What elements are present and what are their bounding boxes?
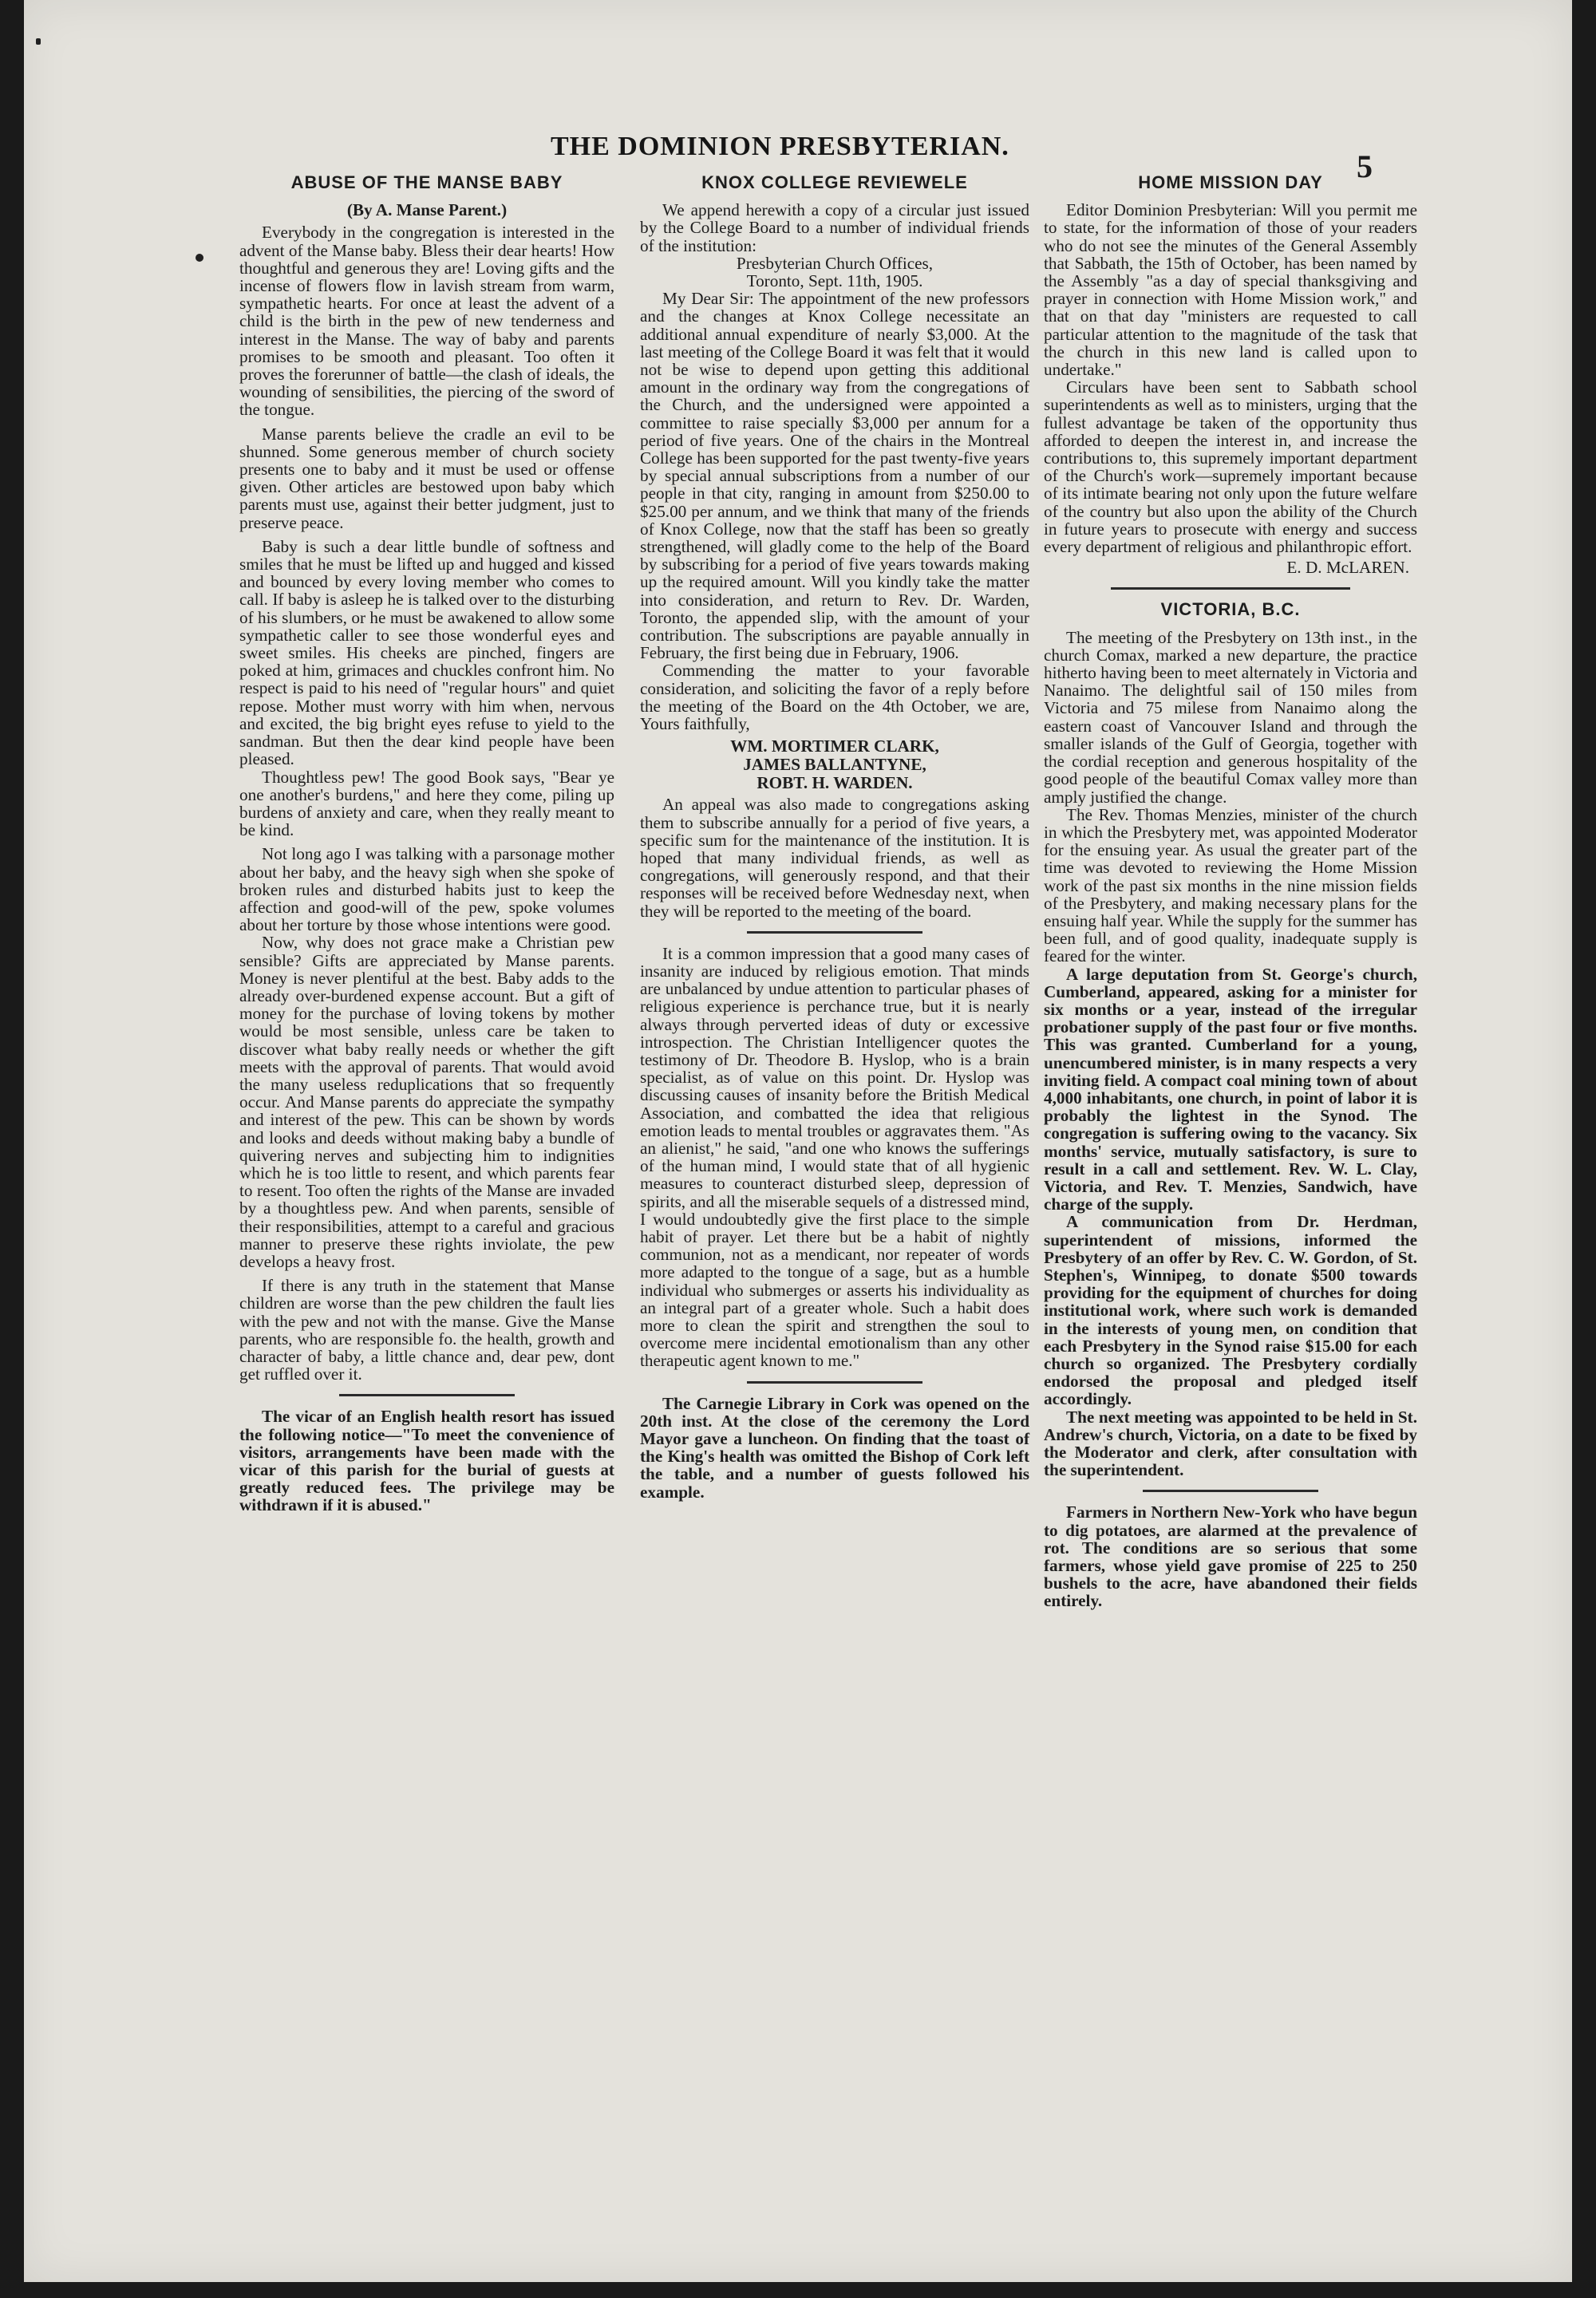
letter-signers: [640, 737, 1029, 792]
column-1: [239, 174, 614, 1514]
paragraph: An appeal was also made to congregations asking them to subscribe annually for a period of five years, a specific sum for the maintenance of the institution. It is hoped that many individual friends, as well as congregations, will generously respond, and that their responses will be received before Wednesday next, when they will be reported to the meeting of the board.: [640, 795, 1029, 921]
paragraph: Now, why does not grace make a Christian pew sensible? Gifts are appreciated by Manse parents. Money is never plentiful at the best. Baby adds to the already over-burdened expense account. But a gift of money for the purchase of loving tokens by mother would be most sensible, unless care be taken to discover what baby really needs or whether the gift meets with the approval of parents. That would avoid the many useless reduplications that so frequently occur. And Manse parents do appreciate the sympathy and interest of the pew. This can be shown by words and looks and deeds without making baby a bundle of quivering nerves and subjecting him to indignities which he is too little to resent, and which parents fear to resent. Too often the rights of the Manse are invaded by a thoughtless pew. And when parents, sensible of their responsibilities, attempt to a careful and gracious manner to preserve these rights inviolate, the pew develops a heavy frost.: [239, 933, 614, 1271]
letter-date: Toronto, Sept. 11th, 1905.: [746, 271, 923, 291]
notice-paragraph: The vicar of an English health resort has issued the following notice—"To meet the convenience of visitors, arrangements have been made with the vicar of this parish for the burial of guests at greatly reduced fees. The privilege may be withdrawn if it is abused.": [239, 1407, 614, 1515]
newspaper-page: [24, 0, 1572, 2282]
article-headline: HOME MISSION DAY: [1138, 172, 1323, 192]
paragraph: Thoughtless pew! The good Book says, "Bear ye one another's burdens," and here they come, piling up burdens of anxiety and care, when they really meant to be kind.: [239, 767, 614, 840]
divider: [1111, 587, 1350, 590]
letter-office: Presbyterian Church Offices,: [736, 253, 934, 273]
paragraph: Everybody in the congregation is interested in the advent of the Manse baby. Bless their dear hearts! How thoughtful and generous they are! Loving gifts and the incense of flowers flow in lavish stream from warm, sympathetic hearts. For once at least the advent of a child is the birth in the pew of new tenderness and interest in the Manse. The way of baby and parents promises to be smooth and pleasant. Too often it proves the forerunner of battle—the clash of ideals, the wounding of sensibilities, the piercing of the sword of the tongue.: [239, 223, 614, 420]
paragraph: Manse parents believe the cradle an evil to be shunned. Some generous member of church society presents one to baby and it must be used or offense given. Other articles are bestowed upon baby which parents must use, against their better judgment, just to preserve peace.: [239, 424, 614, 532]
article-headline: KNOX COLLEGE REVIEWELE: [701, 172, 968, 192]
paragraph: A large deputation from St. George's church, Cumberland, appeared, asking for a minister for six months or a year, instead of the irregular probationer supply of the past four or five months. This was granted. Cumberland for a young, unencumbered minister, is in many respects a very inviting field. A compact coal mining town of about 4,000 inhabitants, one church, in point of labor it is probably the lightest in the Synod. The congregation is suffering owing to the vacancy. Six months' service, mutually satisfactory, is sure to result in a call and settlement. Rev. W. L. Clay, Victoria, and Rev. T. Menzies, Sandwich, have charge of the supply.: [1044, 964, 1417, 1214]
article-byline: (By A. Manse Parent.): [346, 200, 508, 220]
column-2: [640, 174, 1029, 1501]
paragraph: Commending the matter to your favorable consideration, and soliciting the favor of a reply before the meeting of the Board on the 4th October, we are, Yours faithfully,: [640, 661, 1029, 734]
paragraph: A communication from Dr. Herdman, superintendent of missions, informed the Presbytery of an offer by Rev. C. W. Gordon, of St. Stephen's, Winnipeg, to donate $500 towards providing for the equipment of churches for doing institutional work, where such work is demanded in the interests of young men, on condition that each Presbytery in the Synod raise $15.00 for each church so organized. The Presbytery cordially endorsed the proposal and pledged itself accordingly.: [1044, 1212, 1417, 1409]
paragraph: Editor Dominion Presbyterian: Will you permit me to state, for the information of those of your readers who do not see the minutes of the General Assembly that Sabbath, the 15th of October, has been named by the Assembly "as a day of special thanksgiving and prayer in connection with Home Mission work," and that on that day "ministers are requested to call particular attention to the magnitude of the task that the church in this new land is called upon to undertake.": [1044, 200, 1417, 380]
divider: [1143, 1490, 1318, 1492]
ink-spot: [36, 38, 41, 45]
paragraph: The Rev. Thomas Menzies, minister of the church in which the Presbytery met, was appointed Moderator for the ensuing year. As usual the greater part of the time was devoted to reviewing the Home Mission work of the past six months in the nine mission fields of the Presbytery, and making necessary plans for the ensuing half year. While the supply for the summer has been full, and of good quality, inadequate supply is feared for the winter.: [1044, 804, 1417, 966]
masthead-title: THE DOMINION PRESBYTERIAN.: [551, 132, 1009, 161]
paragraph: The next meeting was appointed to be held in St. Andrew's church, Victoria, on a date to be fixed by the Moderator and clerk, after consultation with the superintendent.: [1044, 1407, 1417, 1480]
signer-name: JAMES BALLANTYNE,: [743, 755, 926, 775]
divider: [339, 1394, 515, 1396]
paragraph: My Dear Sir: The appointment of the new professors and the changes at Knox College necessitate an additional annual expenditure of nearly $3,000. At the last meeting of the College Board it was felt that it would not be wise to depend upon getting this additional amount in the ordinary way from the congregations of the Church, and the undersigned were appointed a committee to raise specially $3,000 per annum for a period of five years. One of the chairs in the Montreal College has been supported for the past twenty-five years by special annual subscriptions from a number of our people in that city, ranging in amount from $250.00 to $25.00 per annum, and we think that many of the friends of Knox College, now that the staff has been so greatly strengthened, will gladly come to the help of the Board by subscribing for a period of five years towards making up the required amount. Will you kindly take the matter into consideration, and return to Rev. Dr. Warden, Toronto, the appended slip, with the amount of your contribution. The subscriptions are payable annually in February, the first being due in February, 1906.: [640, 289, 1029, 663]
paragraph: Farmers in Northern New-York who have begun to dig potatoes, are alarmed at the prevalence of rot. The conditions are so serious that some farmers, whose yield gave promise of 225 to 250 bushels to the acre, have abandoned their fields entirely.: [1044, 1502, 1417, 1611]
signature: E. D. McLAREN.: [1286, 558, 1409, 578]
paragraph: Not long ago I was talking with a parsonage mother about her baby, and the heavy sigh when she spoke of broken rules and disturbed habits just to keep the affection and good-will of the pew, spoke volumes about her torture by those whose intentions were good.: [239, 844, 614, 935]
paragraph: The Carnegie Library in Cork was opened on the 20th inst. At the close of the ceremony the Lord Mayor gave a luncheon. On finding that the toast of the King's health was omitted the Bishop of Cork left the table, and a number of guests followed his example.: [640, 1393, 1029, 1502]
paragraph: Circulars have been sent to Sabbath school superintendents as well as to ministers, urging that the fullest advantage be taken of the opportunity thus afforded to deepen the interest in, and increase the contributions to, this supremely important department of the Church's work—supremely important because of its intimate bearing not only upon the future welfare of the country but also upon the ability of the Church in future years to prosecute with energy and success every department of religious and philanthropic effort.: [1044, 377, 1417, 557]
paragraph: The meeting of the Presbytery on 13th inst., in the church Comax, marked a new departure, the practice hitherto having been to meet alternately in Victoria and Nanaimo. The delightful sail of 150 miles from Victoria and 75 milese from Nanaimo along the eastern coast of Vancouver Island and through the smaller islands of the Gulf of Georgia, together with the cordial reception and generous hospitality of the good people of the beautiful Comax valley more than amply justified the change.: [1044, 627, 1417, 807]
paragraph: Baby is such a dear little bundle of softness and smiles that he must be lifted up and hugged and kissed and bounced by every loving member who comes to call. If baby is asleep he is talked over to the disturbing of his slumbers, or he must be awakened to allow some sympathetic caller to see those wonderful eyes and sweet smiles. His cheeks are pinched, fingers are poked at him, grimaces and chuckles confront him. No respect is paid to his need of "regular hours" and quiet repose. Mother must worry with him when, nervous and excited, the big bright eyes refuse to yield to the sandman. But then the dear kind people have been pleased.: [239, 536, 614, 769]
paragraph: It is a common impression that a good many cases of insanity are induced by religious emotion. That minds are unbalanced by undue attention to particular phases of religious experience is perchance true, but it is nearly always through perverted ideas of duty or excessive introspection. The Christian Intelligencer quotes the testimony of Dr. Theodore B. Hyslop, who is a brain specialist, as of value on this point. Dr. Hyslop was discussing causes of insanity before the British Medical Association, and combatted the idea that religious emotion leads to mental troubles or aggravates them. "As an alienist," he said, "and one who knows the sufferings of the human mind, I would state that of all hygienic measures to counteract disturbed sleep, depression of spirits, and all the miserable sequels of a distressed mind, I would undoubtedly give the first place to the simple habit of prayer. Let there but be a habit of nightly communion, not as a mendicant, nor repeater of words more adapted to the tongue of a sage, but as a humble individual who submerges or asserts his individuality as an integral part of a greater whole. Such a habit does more to clean the spirit and strengthen the soul to overcome mere incidental emotionalism than any other therapeutic agent known to me.": [640, 943, 1029, 1371]
paragraph: We append herewith a copy of a circular just issued by the College Board to a number of individual friends of the institution:: [640, 200, 1029, 255]
page-number: 5: [1357, 148, 1373, 184]
divider: [747, 931, 922, 934]
article-headline: ABUSE OF THE MANSE BABY: [290, 172, 563, 192]
ink-spot: [196, 254, 203, 262]
paragraph: If there is any truth in the statement that Manse children are worse than the pew children the fault lies with the pew and not with the manse. Give the Manse parents, who are responsible fo. the health, growth and character of baby, a little chance and, dear pew, dont get ruffled over it.: [239, 1276, 614, 1384]
signer-name: WM. MORTIMER CLARK,: [730, 736, 939, 756]
column-3: [1044, 174, 1417, 1610]
section-headline: VICTORIA, B.C.: [1160, 599, 1301, 620]
divider: [747, 1381, 922, 1384]
signer-name: ROBT. H. WARDEN.: [757, 773, 913, 793]
